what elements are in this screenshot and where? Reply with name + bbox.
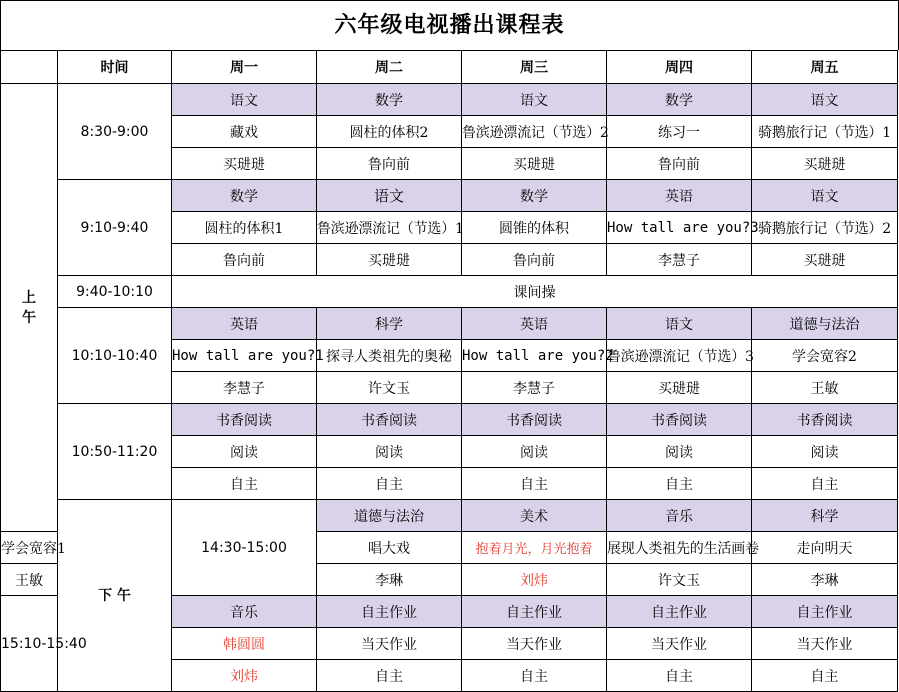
teacher-cell: 自主 bbox=[317, 660, 462, 692]
teacher-cell: 买琎琎 bbox=[462, 148, 607, 180]
topic-cell: 唱大戏 bbox=[317, 532, 462, 564]
corner-cell bbox=[1, 51, 58, 84]
period-afternoon: 下 午 bbox=[58, 500, 172, 692]
header-time: 时间 bbox=[58, 51, 172, 84]
topic-cell: 圆柱的体积2 bbox=[317, 116, 462, 148]
topic-cell: 当天作业 bbox=[462, 628, 607, 660]
topic-cell: 阅读 bbox=[462, 436, 607, 468]
subject-cell: 书香阅读 bbox=[752, 404, 898, 436]
subject-cell: 自主作业 bbox=[462, 596, 607, 628]
subject-row bbox=[1, 500, 898, 532]
teacher-cell: 买琎琎 bbox=[752, 244, 898, 276]
teacher-cell: 买琎琎 bbox=[752, 148, 898, 180]
topic-cell: 当天作业 bbox=[317, 628, 462, 660]
teacher-cell: 许文玉 bbox=[317, 372, 462, 404]
teacher-cell: 自主 bbox=[752, 660, 898, 692]
topic-cell: 学会宽容1 bbox=[1, 532, 58, 564]
subject-row bbox=[1, 404, 898, 436]
break-time: 9:40-10:10 bbox=[58, 276, 172, 308]
topic-cell: 阅读 bbox=[607, 436, 752, 468]
teacher-cell: 刘炜 bbox=[462, 564, 607, 596]
subject-cell: 音乐 bbox=[607, 500, 752, 532]
topic-cell: 鲁滨逊漂流记（节选）2 bbox=[462, 116, 607, 148]
teacher-cell: 鲁向前 bbox=[462, 244, 607, 276]
teacher-cell: 王敏 bbox=[1, 564, 58, 596]
topic-cell: 圆锥的体积 bbox=[462, 212, 607, 244]
teacher-cell: 自主 bbox=[172, 468, 317, 500]
header-day: 周五 bbox=[752, 51, 898, 84]
subject-cell: 英语 bbox=[462, 308, 607, 340]
topic-cell: 探寻人类祖先的奥秘 bbox=[317, 340, 462, 372]
topic-cell: 阅读 bbox=[752, 436, 898, 468]
subject-cell: 音乐 bbox=[172, 596, 317, 628]
topic-cell: How tall are you?2 bbox=[462, 340, 607, 372]
teacher-cell: 李慧子 bbox=[172, 372, 317, 404]
topic-cell: 骑鹅旅行记（节选）2 bbox=[752, 212, 898, 244]
topic-cell: 韩圆圆 bbox=[172, 628, 317, 660]
subject-row bbox=[1, 84, 898, 116]
subject-cell: 数学 bbox=[607, 84, 752, 116]
topic-cell: 学会宽容2 bbox=[752, 340, 898, 372]
subject-cell: 书香阅读 bbox=[317, 404, 462, 436]
subject-cell: 语文 bbox=[752, 180, 898, 212]
time-slot: 14:30-15:00 bbox=[172, 500, 317, 596]
teacher-cell: 买琎琎 bbox=[607, 372, 752, 404]
subject-cell: 语文 bbox=[607, 308, 752, 340]
topic-cell: 骑鹅旅行记（节选）1 bbox=[752, 116, 898, 148]
subject-cell: 语文 bbox=[317, 180, 462, 212]
teacher-cell: 李慧子 bbox=[607, 244, 752, 276]
header-day: 周三 bbox=[462, 51, 607, 84]
time-slot: 10:10-10:40 bbox=[58, 308, 172, 404]
subject-cell: 自主作业 bbox=[752, 596, 898, 628]
subject-cell: 语文 bbox=[752, 84, 898, 116]
topic-cell: 藏戏 bbox=[172, 116, 317, 148]
break-row bbox=[1, 276, 898, 308]
teacher-cell: 鲁向前 bbox=[607, 148, 752, 180]
subject-cell: 语文 bbox=[172, 84, 317, 116]
teacher-cell: 自主 bbox=[607, 468, 752, 500]
page-title: 六年级电视播出课程表 bbox=[0, 0, 899, 50]
teacher-cell: 李琳 bbox=[752, 564, 898, 596]
subject-cell: 数学 bbox=[462, 180, 607, 212]
teacher-cell: 李琳 bbox=[317, 564, 462, 596]
topic-cell: 鲁滨逊漂流记（节选）1 bbox=[317, 212, 462, 244]
topic-cell: 阅读 bbox=[317, 436, 462, 468]
topic-cell: 练习一 bbox=[607, 116, 752, 148]
teacher-cell: 许文玉 bbox=[607, 564, 752, 596]
subject-cell: 自主作业 bbox=[607, 596, 752, 628]
subject-cell: 语文 bbox=[462, 84, 607, 116]
header-day: 周一 bbox=[172, 51, 317, 84]
teacher-cell: 自主 bbox=[317, 468, 462, 500]
teacher-cell: 鲁向前 bbox=[172, 244, 317, 276]
teacher-cell: 买琎琎 bbox=[317, 244, 462, 276]
subject-cell: 道德与法治 bbox=[752, 308, 898, 340]
subject-cell: 科学 bbox=[752, 500, 898, 532]
subject-row bbox=[1, 308, 898, 340]
teacher-cell: 自主 bbox=[462, 660, 607, 692]
time-slot: 15:10-15:40 bbox=[1, 596, 58, 692]
subject-cell: 书香阅读 bbox=[607, 404, 752, 436]
topic-cell: 抱着月光，月光抱着 bbox=[462, 532, 607, 564]
topic-cell: How tall are you?1 bbox=[172, 340, 317, 372]
topic-cell: 圆柱的体积1 bbox=[172, 212, 317, 244]
teacher-cell: 李慧子 bbox=[462, 372, 607, 404]
header-day: 周四 bbox=[607, 51, 752, 84]
topic-cell: 阅读 bbox=[172, 436, 317, 468]
topic-cell: 鲁滨逊漂流记（节选）3 bbox=[607, 340, 752, 372]
topic-cell: 当天作业 bbox=[752, 628, 898, 660]
subject-cell: 英语 bbox=[607, 180, 752, 212]
teacher-cell: 自主 bbox=[462, 468, 607, 500]
teacher-cell: 买琎琎 bbox=[172, 148, 317, 180]
subject-cell: 美术 bbox=[462, 500, 607, 532]
subject-row bbox=[1, 180, 898, 212]
teacher-cell: 自主 bbox=[607, 660, 752, 692]
time-slot: 8:30-9:00 bbox=[58, 84, 172, 180]
time-slot: 9:10-9:40 bbox=[58, 180, 172, 276]
header-row bbox=[1, 51, 898, 84]
subject-cell: 科学 bbox=[317, 308, 462, 340]
subject-cell: 英语 bbox=[172, 308, 317, 340]
topic-cell: 展现人类祖先的生活画卷 bbox=[607, 532, 752, 564]
period-morning: 上 午 bbox=[1, 84, 58, 532]
topic-cell: How tall are you?3 bbox=[607, 212, 752, 244]
topic-cell: 当天作业 bbox=[607, 628, 752, 660]
subject-cell: 数学 bbox=[172, 180, 317, 212]
time-slot: 10:50-11:20 bbox=[58, 404, 172, 500]
teacher-cell: 鲁向前 bbox=[317, 148, 462, 180]
topic-cell: 走向明天 bbox=[752, 532, 898, 564]
teacher-cell: 自主 bbox=[752, 468, 898, 500]
schedule-table bbox=[0, 50, 898, 692]
subject-cell: 自主作业 bbox=[317, 596, 462, 628]
subject-cell: 道德与法治 bbox=[317, 500, 462, 532]
teacher-cell: 刘炜 bbox=[172, 660, 317, 692]
break-label: 课间操 bbox=[172, 276, 898, 308]
teacher-cell: 王敏 bbox=[752, 372, 898, 404]
subject-cell: 书香阅读 bbox=[462, 404, 607, 436]
header-day: 周二 bbox=[317, 51, 462, 84]
subject-cell: 数学 bbox=[317, 84, 462, 116]
subject-cell: 书香阅读 bbox=[172, 404, 317, 436]
